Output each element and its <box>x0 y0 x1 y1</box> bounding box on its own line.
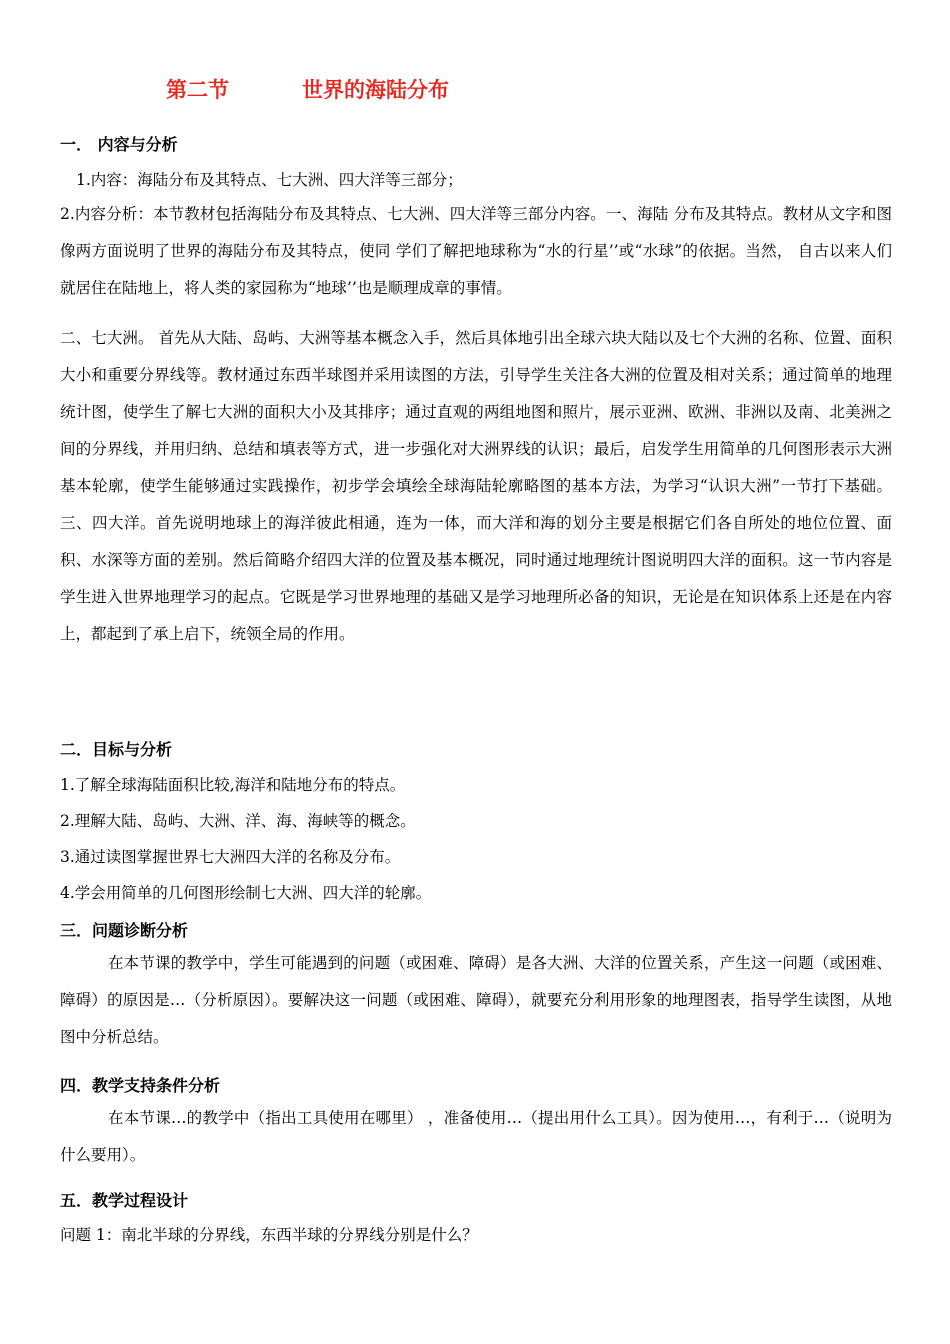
objective-item-3: 3.通过读图掌握世界七大洲四大洋的名称及分布。 <box>60 848 401 866</box>
heading-content-analysis: 一． 内容与分析 <box>60 135 178 154</box>
seven-continents-paragraph: 二、七大洲。 首先从大陆、岛屿、大洲等基本概念入手，然后具体地引出全球六块大陆以及七个大洲的名称、位置、面积大小和重要分界线等。教材通过东西半球图并采用读图的方法，引导学生关注各大洲的位置及相对关系；通过简单的地理统计图，使学生了解七大洲的面积大小及其排序；通过直观的两组地图和照片，展示亚洲、欧洲、非洲以及南、北美洲之间的分界线，并用归纳、总结和填表等方式，进一步强化对大洲界线的认识；最后，启发学生用简单的几何图形表示大洲基本轮廓，使学生能够通过实践操作，初步学会填绘全球海陆轮廓略图的基本方法，为学习“认识大洲”一节打下基础。三、四大洋。首先说明地球上的海洋彼此相通，连为一体，而大洋和海的划分主要是根据它们各自所处的地位位置、面积、水深等方面的差别。然后简略介绍四大洋的位置及基本概况，同时通过地理统计图说明四大洋的面积。这一节内容是学生进入世界地理学习的起点。它既是学习世界地理的基础又是学习地理所必备的知识，无论是在知识体系上还是在内容上，都起到了承上启下，统领全局的作用。 <box>60 329 892 643</box>
heading-teaching-support: 四．教学支持条件分析 <box>60 1076 221 1095</box>
objective-item-4: 4.学会用简单的几何图形绘制七大洲、四大洋的轮廓。 <box>60 884 432 902</box>
content-item-1: 1.内容：海陆分布及其特点、七大洲、四大洋等三部分； <box>76 171 463 189</box>
heading-objectives: 二．目标与分析 <box>60 740 173 759</box>
objective-item-1: 1.了解全球海陆面积比较,海洋和陆地分布的特点。 <box>60 776 406 794</box>
problem-diagnosis-paragraph: 在本节课的教学中，学生可能遇到的问题（或困难、障碍）是各大洲、大洋的位置关系，产生这一问题（或困难、障碍）的原因是…（分析原因）。要解决这一问题（或困难、障碍），就要充分利用形象的地理图表，指导学生读图，从地图中分析总结。 <box>60 954 892 1046</box>
heading-teaching-process: 五．教学过程设计 <box>60 1191 189 1210</box>
section-name: 世界的海陆分布 <box>302 78 449 102</box>
page-title <box>166 74 449 104</box>
teaching-support-paragraph: 在本节课…的教学中（指出工具使用在哪里） ，准备使用…（提出用什么工具）。因为使用…，有利于…（说明为什么要用）。 <box>60 1109 892 1164</box>
heading-problem-diagnosis: 三．问题诊断分析 <box>60 921 189 940</box>
objective-item-2: 2.理解大陆、岛屿、大洲、洋、海、海峡等的概念。 <box>60 812 416 830</box>
content-analysis-paragraph: 2.内容分析：本节教材包括海陆分布及其特点、七大洲、四大洋等三部分内容。一、海陆 分布及其特点。教材从文字和图像两方面说明了世界的海陆分布及其特点，使同 学们了解把地球称为“水的行星’’或“水球”的依据。当然， 自古以来人们就居住在陆地上，将人类的家园称为“地球’’也是顺理成章的事情。 <box>60 205 892 297</box>
section-number: 第二节 <box>166 78 229 102</box>
question-1: 问题 1：南北半球的分界线，东西半球的分界线分别是什么？ <box>60 1226 478 1244</box>
